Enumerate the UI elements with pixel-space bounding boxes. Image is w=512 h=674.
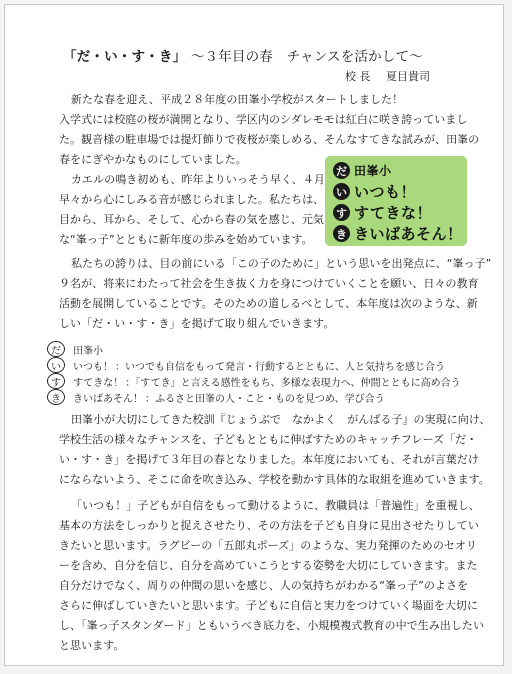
logo-row bbox=[333, 223, 463, 244]
para1-line: た。観音様の駐車場では提灯飾りで夜桜が楽しめる、そんなすてきな試みが、田峯の bbox=[59, 133, 480, 146]
logo-text: いつも！ bbox=[354, 183, 417, 201]
para1-line: 目から、耳から、そして、心から春の気を感じ、元気 bbox=[59, 213, 324, 226]
logo-circle: だ bbox=[333, 162, 350, 179]
para4-line: さらに伸ばしていきたいと思います。子どもに自信と実力をつけていく場面を大切に bbox=[59, 599, 479, 612]
logo-row bbox=[333, 181, 463, 202]
motto-item bbox=[47, 357, 445, 373]
document-title bbox=[63, 45, 423, 65]
para1-line: な“峯っ子”とともに新年度の歩みを始めています。 bbox=[59, 233, 313, 246]
motto-list bbox=[47, 341, 493, 403]
motto-circle: き bbox=[47, 389, 65, 405]
para4-line: きたいと思います。ラグビーの「五郎丸ポーズ」のような、実力発揮のためのセオリ bbox=[59, 539, 478, 552]
motto-item bbox=[47, 373, 461, 389]
para2-line: ９名が、将来にわたって社会を生き抜く力を身につけていくことを願い、日々の教育 bbox=[59, 277, 479, 290]
document-page bbox=[4, 4, 504, 666]
para1-line: カエルの鳴き初めも、昨年よりいっそう早く、４月 bbox=[71, 173, 325, 186]
logo-text: すてきな！ bbox=[354, 204, 432, 222]
para1-line: 新たな春を迎え、平成２８年度の田峯小学校がスタートしました！ bbox=[71, 93, 404, 106]
logo-circle: い bbox=[333, 183, 350, 200]
para4-line: ーを含め、自分を信じ、自分を高めていこうとする姿勢を大切にしていきます。また bbox=[59, 559, 478, 572]
motto-key: きいばあそん！ bbox=[73, 393, 143, 405]
logo-row bbox=[333, 160, 463, 181]
para3-line: い・す・き」を掲げて３年目の春となりました。本年度においても、それが言葉だけ bbox=[59, 453, 479, 466]
para4-line: と思います。 bbox=[59, 639, 125, 652]
para2-line: 私たちの誇りは、目の前にいる「この子のために」という思いを出発点に、“峯っ子” bbox=[71, 257, 492, 270]
logo-circle: す bbox=[333, 204, 350, 221]
author-role: 校 長 bbox=[345, 70, 371, 83]
motto-item bbox=[47, 341, 105, 357]
para3-line: 田峯小が大切にしてきた校訓『じょうぶで なかよく がんばる子』の実現に向け、 bbox=[71, 413, 491, 426]
motto-circle: す bbox=[47, 373, 65, 389]
motto-circle: い bbox=[47, 357, 65, 373]
title-main: 「だ・い・す・き」 bbox=[63, 49, 187, 65]
title-subtitle: ～３年目の春 チャンスを活かして～ bbox=[190, 49, 423, 65]
motto-desc: ：「すてき」と言える感性をもち、多様な表現力へ、仲間とともに高め合う bbox=[125, 377, 461, 389]
para4-line: 「いつも！」子どもが自信をもって動けるように、教職員は「普遍性」を重視し、 bbox=[71, 499, 480, 512]
logo-text: 田峯小 bbox=[354, 164, 392, 178]
school-logo bbox=[325, 156, 467, 246]
motto-circle: だ bbox=[47, 341, 65, 357]
motto-key: いつも！ bbox=[73, 361, 113, 373]
logo-text: きいばあそん！ bbox=[354, 225, 463, 243]
para1-line: 入学式には校庭の桜が満開となり、学区内のシダレモモは紅白に咲き誇っていまし bbox=[59, 113, 468, 126]
logo-circle: き bbox=[333, 225, 350, 242]
para4-line: 基本の方法をしっかりと捉えさせたり、その方法を子ども自身に見出させたりしてい bbox=[59, 519, 479, 532]
para2-line: しい「だ・い・す・き」を掲げて取り組んでいきます。 bbox=[59, 317, 335, 330]
para1-line: 春をにぎやかなものにしていました。 bbox=[59, 153, 247, 166]
para4-line: し、「峯っ子スタンダード」ともいうべき底力を、小規模複式教育の中で生み出したい bbox=[59, 619, 485, 632]
para3-line: にならないよう、そこに命を吹き込み、学校を動かす具体的な取組を進めていきます。 bbox=[59, 473, 490, 486]
motto-desc: ：いつでも自信をもって発言・行動するとともに、人と気持ちを感じ合う bbox=[115, 361, 445, 373]
author-name: 夏目貴司 bbox=[386, 70, 430, 83]
para3-line: 学校生活の様々なチャンスを、子どもとともに伸ばすためのキャッチフレーズ「だ・ bbox=[59, 433, 478, 446]
motto-key: すてきな！ bbox=[73, 377, 124, 389]
logo-row bbox=[333, 202, 463, 223]
motto-key: 田峯小 bbox=[73, 345, 103, 357]
motto-desc: ：ふるさと田峯の人・こと・ものを見つめ、学び合う bbox=[145, 393, 385, 405]
para4-line: 自分だけでなく、周りの仲間の思いを感じ、人の気持ちがわかる“峯っ子”のよさを bbox=[59, 579, 469, 592]
author-line bbox=[345, 68, 430, 84]
para1-line: 早々から心にしみる音が感じられました。私たちは、 bbox=[59, 193, 325, 206]
motto-item bbox=[47, 389, 385, 405]
para2-line: 活動を展開していることです。そのための道しるべとして、本年度は次のような、新 bbox=[59, 297, 478, 310]
